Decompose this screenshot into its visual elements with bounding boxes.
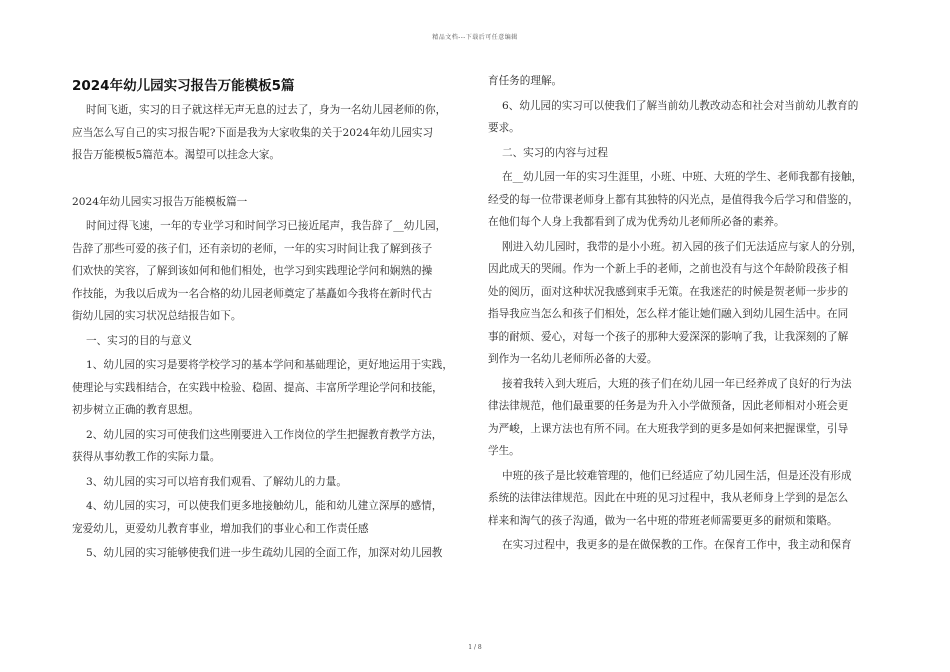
paragraph-6 (488, 534, 880, 557)
text-line: 为严峻，上课方法也有所不同。在大班我学到的更多是如何来把握课堂，引导 (488, 422, 849, 435)
list-item-4 (72, 495, 464, 540)
text-line: 1、幼儿园的实习是要将学校学习的基本学问和基础理论，更好地运用于实践， (86, 359, 453, 371)
list-item-2 (72, 424, 464, 469)
text-line: 时间飞逝，实习的日子就这样无声无息的过去了，身为一名幼儿园老师的你， (86, 104, 447, 116)
text-line: 系统的法律法律规范。因此在中班的见习过程中，我从老师身上学到的是怎么 (488, 492, 849, 504)
template-subtitle (72, 191, 464, 214)
document-title: 2024年幼儿园实习报告万能模板5篇 (72, 78, 295, 94)
text-line: 获得从事幼教工作的实际力量。 (72, 451, 221, 463)
text-line: 告辞了那些可爱的孩子们，还有亲切的老师，一年的实习时间让我了解到孩子 (72, 242, 433, 255)
section-heading-2 (488, 142, 880, 165)
list-item-3 (72, 471, 464, 494)
spacer (72, 169, 464, 191)
text-line: 处的阅历，面对这种状况我感到束手无策。在我迷茫的时候是贺老师一步步的 (488, 285, 849, 298)
text-line: 们欢快的笑容，了解到该如何和他们相处，也学习到实践理论学问和娴熟的操 (72, 265, 433, 277)
text-line: 接着我转入到大班后，大班的孩子们在幼儿园一年已经养成了良好的行为法 (502, 377, 852, 390)
text-line: 在__幼儿园一年的实习生涯里，小班、中班、大班的学生、老师我都有接触， (502, 171, 863, 183)
text-line: 律法律规范，他们最重要的任务是为升入小学做预备，因此老师相对小班会更 (488, 400, 849, 412)
text-line: 应当怎么写自己的实习报告呢?下面是我为大家收集的关于2024年幼儿园实习 (72, 126, 434, 139)
list-item-6 (488, 95, 880, 140)
text-line: 到作为一名幼儿老师所必备的大爱。 (488, 353, 658, 365)
text-line: 街幼儿园的实习状况总结报告如下。 (72, 310, 242, 322)
intro-paragraph (72, 99, 464, 167)
text-line: 初步树立正确的教育思想。 (72, 404, 200, 416)
text-line: 样来和淘气的孩子沟通，做为一名中班的带班老师需要更多的耐烦和策略。 (488, 514, 838, 527)
text-line: 6、幼儿园的实习可以使我们了解当前幼儿教改动态和社会对当前幼儿教育的 (502, 99, 859, 112)
list-item-1 (72, 354, 464, 422)
text-line: 报告万能模板5篇范本。渴望可以挂念大家。 (72, 149, 281, 161)
text-line: 二、实习的内容与过程 (502, 146, 608, 159)
page-header: 精品文档---下载后可任意编辑 (432, 34, 518, 41)
text-line: 在实习过程中，我更多的是在做保教的工作。在保育工作中，我主动和保育 (502, 539, 852, 551)
section-heading-1 (72, 330, 464, 353)
text-line: 4、幼儿园的实习，可以使我们更多地接触幼儿，能和幼儿建立深厚的感情， (86, 500, 443, 512)
text-line: 2024年幼儿园实习报告万能模板篇一 (72, 195, 248, 208)
text-line: 一、实习的目的与意义 (86, 334, 192, 347)
text-line: 要求。 (488, 122, 520, 134)
text-line: 中班的孩子是比较难管理的，他们已经适应了幼儿园生活，但是还没有形成 (502, 469, 852, 482)
right-column (488, 70, 880, 559)
text-line: 事的耐烦、爱心，对每一个孩子的那种大爱深深的影响了我，让我深刻的了解 (488, 330, 849, 343)
paragraph-5 (488, 465, 880, 533)
page-number: 1 / 8 (468, 644, 482, 651)
paragraph-4 (488, 373, 880, 463)
paragraph-3 (488, 236, 880, 371)
paragraph-1 (72, 215, 464, 328)
list-item-5 (72, 542, 464, 565)
text-line: 指导我应当怎么和孩子们相处，怎么样才能让她们融入到幼儿园生活中。在同 (488, 308, 849, 320)
paragraph-2 (488, 166, 880, 234)
text-line: 学生。 (488, 445, 520, 457)
text-line: 刚进入幼儿园时，我带的是小小班。初入园的孩子们无法适应与家人的分别， (502, 240, 863, 253)
list-item-5-continued (488, 70, 880, 93)
text-line: 作技能，为我以后成为一名合格的幼儿园老师奠定了基矗如今我将在新时代古 (72, 287, 433, 300)
text-line: 使理论与实践相结合，在实践中检验、稳固、提高、丰富所学理论学问和技能， (72, 381, 443, 394)
text-line: 时间过得飞速，一年的专业学习和时间学习已接近尾声，我告辞了__幼儿园， (86, 220, 447, 232)
text-line: 5、幼儿园的实习能够使我们进一步生疏幼儿园的全面工作，加深对幼儿园教 (86, 547, 443, 559)
text-line: 3、幼儿园的实习可以培育我们观看、了解幼儿的力量。 (86, 475, 347, 488)
text-line: 经受的每一位带课老师身上都有其独特的闪光点，是值得我今后学习和借鉴的， (488, 193, 859, 206)
text-line: 在他们每个人身上我都看到了成为优秀幼儿老师所必备的素养。 (488, 216, 785, 228)
text-line: 育任务的理解。 (488, 75, 563, 87)
text-line: 因此成天的哭闹。作为一个新上手的老师，之前也没有与这个年龄阶段孩子相 (488, 263, 849, 275)
text-line: 宠爱幼儿，更爱幼儿教育事业，增加我们的事业心和工作责任感 (72, 522, 369, 535)
text-line: 2、幼儿园的实习可使我们这些刚要进入工作岗位的学生把握教育教学方法， (86, 428, 443, 441)
left-column (72, 70, 464, 567)
